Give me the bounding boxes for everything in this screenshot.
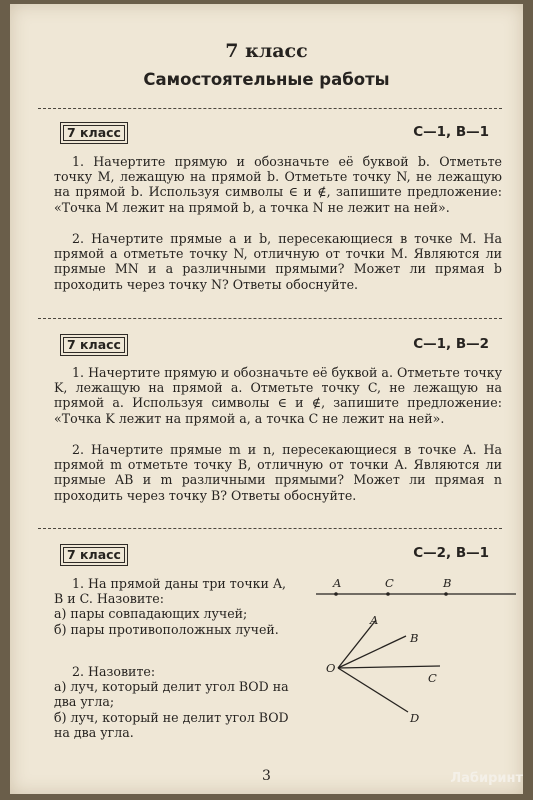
point-label: C bbox=[385, 576, 394, 590]
point bbox=[386, 592, 390, 596]
ray-oa bbox=[338, 620, 376, 668]
task-option: б) пары противоположных лучей. bbox=[54, 621, 279, 637]
point-label: A bbox=[370, 613, 379, 627]
watermark: Лабиринт bbox=[450, 771, 523, 786]
ray-od bbox=[338, 668, 408, 712]
task-option: а) пары совпадающих лучей; bbox=[54, 606, 248, 622]
page-title: 7 класс bbox=[225, 40, 308, 62]
ray-ob bbox=[338, 636, 406, 668]
variant-code: С—2, В—1 bbox=[413, 545, 489, 561]
task-text: 2. Начертите прямые a и b, пересекающиеся в точке M. На прямой a отметьте точку N, отличную от точки M. Являются ли прямые MN и a различными прямыми? Может ли прямая b проходить через точку N? Ответы обоснуйте. bbox=[54, 231, 502, 292]
ray-oc bbox=[338, 666, 440, 668]
task-text: 2. Начертите прямые m и n, пересекающиеся в точке A. На прямой m отметьте точку B, отличную от точки A. Являются ли прямые AB и m различными прямыми? Может ли прямая n проходить через точку B? Ответы обоснуйте. bbox=[54, 442, 502, 503]
point-label: D bbox=[410, 711, 420, 725]
task-text: 2. Назовите: bbox=[72, 664, 156, 679]
divider bbox=[38, 318, 502, 319]
point-label: A bbox=[333, 576, 342, 590]
task-column bbox=[54, 664, 296, 740]
point-label: B bbox=[410, 631, 419, 645]
task-column bbox=[54, 576, 296, 637]
variant-code: С—1, В—2 bbox=[413, 336, 489, 352]
divider bbox=[38, 528, 502, 529]
book-page bbox=[10, 4, 523, 794]
task-option: б) луч, который не делит угол BOD на два угла. bbox=[54, 709, 289, 740]
variant-code: С—1, В—1 bbox=[413, 124, 489, 140]
figure-line-points bbox=[310, 570, 520, 604]
figure-rays bbox=[310, 610, 510, 730]
task-text: 1. Начертите прямую и обозначьте её буквой b. Отметьте точку M, лежащую на прямой b. Отметьте точку N, не лежащую на прямой b. Используя символы ∈ и ∉, запишите предложение: «Точка M лежит на прямой b, а точка N не лежит на ней». bbox=[54, 154, 502, 215]
task-option: а) луч, который делит угол BOD на два угла; bbox=[54, 679, 289, 710]
class-badge: 7 класс bbox=[60, 334, 128, 356]
point-label: O bbox=[326, 661, 336, 675]
divider bbox=[38, 108, 502, 109]
class-badge: 7 класс bbox=[60, 122, 128, 144]
page-number: 3 bbox=[262, 768, 271, 784]
task-text: 1. Начертите прямую и обозначьте её буквой a. Отметьте точку K, лежащую на прямой a. Отметьте точку C, не лежащую на прямой a. Используя символы ∈ и ∉, запишите предложение: «Точка K лежит на прямой a, а точка C не лежит на ней». bbox=[54, 365, 502, 426]
task-text: 1. На прямой даны три точки A, B и C. Назовите: bbox=[54, 576, 287, 607]
point-label: B bbox=[443, 576, 452, 590]
class-badge: 7 класс bbox=[60, 544, 128, 566]
point bbox=[444, 592, 448, 596]
point bbox=[334, 592, 338, 596]
point-label: C bbox=[428, 671, 437, 685]
page-subtitle: Самостоятельные работы bbox=[143, 70, 390, 89]
